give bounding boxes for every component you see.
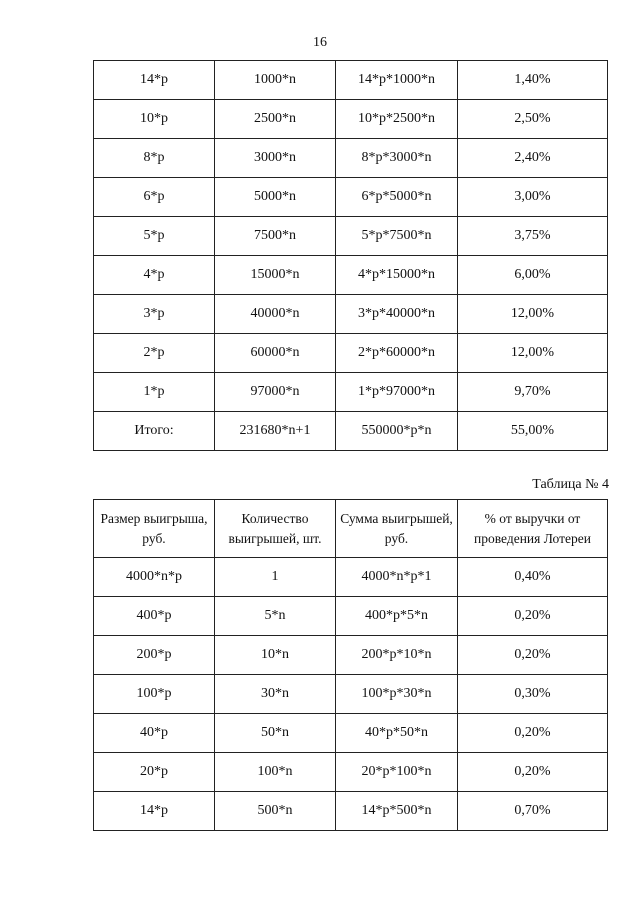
prize-sum-cell: 400*р*5*n [336, 597, 458, 636]
revenue-percent-cell: 12,00% [458, 295, 608, 334]
prize-size-cell: 14*р [94, 792, 215, 831]
column-header-prize-size: Размер выигрыша, руб. [94, 500, 215, 558]
prize-size-cell: 100*р [94, 675, 215, 714]
prize-sum-cell: 20*р*100*n [336, 753, 458, 792]
prize-size-cell: 3*р [94, 295, 215, 334]
table-header-row [94, 500, 608, 558]
total-percent-cell: 55,00% [458, 412, 608, 451]
table-row [94, 636, 608, 675]
prize-count-cell: 97000*n [215, 373, 336, 412]
prize-sum-cell: 2*р*60000*n [336, 334, 458, 373]
prize-size-cell: 6*р [94, 178, 215, 217]
revenue-percent-cell: 0,40% [458, 558, 608, 597]
revenue-percent-cell: 3,75% [458, 217, 608, 256]
table-row [94, 558, 608, 597]
total-label-cell: Итого: [94, 412, 215, 451]
revenue-percent-cell: 2,50% [458, 100, 608, 139]
prize-size-cell: 4*р [94, 256, 215, 295]
prize-table-continued [93, 60, 608, 451]
revenue-percent-cell: 2,40% [458, 139, 608, 178]
prize-sum-cell: 5*р*7500*n [336, 217, 458, 256]
total-sum-cell: 550000*р*n [336, 412, 458, 451]
table-caption: Таблица № 4 [532, 477, 609, 492]
prize-sum-cell: 40*р*50*n [336, 714, 458, 753]
revenue-percent-cell: 0,30% [458, 675, 608, 714]
prize-size-cell: 40*р [94, 714, 215, 753]
prize-count-cell: 30*n [215, 675, 336, 714]
prize-sum-cell: 14*р*1000*n [336, 61, 458, 100]
revenue-percent-cell: 1,40% [458, 61, 608, 100]
revenue-percent-cell: 9,70% [458, 373, 608, 412]
revenue-percent-cell: 0,20% [458, 753, 608, 792]
prize-sum-cell: 4000*n*р*1 [336, 558, 458, 597]
column-header-prize-count: Количество выигрышей, шт. [215, 500, 336, 558]
table-row [94, 675, 608, 714]
prize-sum-cell: 100*р*30*n [336, 675, 458, 714]
table-row [94, 178, 608, 217]
prize-count-cell: 3000*n [215, 139, 336, 178]
prize-count-cell: 7500*n [215, 217, 336, 256]
revenue-percent-cell: 3,00% [458, 178, 608, 217]
prize-sum-cell: 4*р*15000*n [336, 256, 458, 295]
total-count-cell: 231680*n+1 [215, 412, 336, 451]
table-row [94, 334, 608, 373]
table-row [94, 792, 608, 831]
prize-size-cell: 10*р [94, 100, 215, 139]
table-row [94, 217, 608, 256]
revenue-percent-cell: 0,70% [458, 792, 608, 831]
prize-size-cell: 5*р [94, 217, 215, 256]
prize-count-cell: 5000*n [215, 178, 336, 217]
prize-size-cell: 20*р [94, 753, 215, 792]
revenue-percent-cell: 6,00% [458, 256, 608, 295]
table-row [94, 597, 608, 636]
table-row [94, 714, 608, 753]
total-row [94, 412, 608, 451]
prize-sum-cell: 6*р*5000*n [336, 178, 458, 217]
prize-size-cell: 4000*n*р [94, 558, 215, 597]
table-row [94, 100, 608, 139]
revenue-percent-cell: 12,00% [458, 334, 608, 373]
revenue-percent-cell: 0,20% [458, 597, 608, 636]
prize-count-cell: 5*n [215, 597, 336, 636]
table-row [94, 295, 608, 334]
prize-sum-cell: 1*р*97000*n [336, 373, 458, 412]
prize-size-cell: 14*р [94, 61, 215, 100]
prize-sum-cell: 8*р*3000*n [336, 139, 458, 178]
prize-count-cell: 500*n [215, 792, 336, 831]
table-row [94, 373, 608, 412]
prize-sum-cell: 200*р*10*n [336, 636, 458, 675]
prize-count-cell: 40000*n [215, 295, 336, 334]
prize-count-cell: 1 [215, 558, 336, 597]
prize-count-cell: 2500*n [215, 100, 336, 139]
table-row [94, 753, 608, 792]
prize-sum-cell: 14*р*500*n [336, 792, 458, 831]
page-number: 16 [313, 35, 327, 50]
table-row [94, 61, 608, 100]
table-row [94, 139, 608, 178]
revenue-percent-cell: 0,20% [458, 714, 608, 753]
prize-size-cell: 2*р [94, 334, 215, 373]
prize-sum-cell: 3*р*40000*n [336, 295, 458, 334]
prize-count-cell: 15000*n [215, 256, 336, 295]
prize-count-cell: 1000*n [215, 61, 336, 100]
prize-size-cell: 1*р [94, 373, 215, 412]
prize-size-cell: 8*р [94, 139, 215, 178]
revenue-percent-cell: 0,20% [458, 636, 608, 675]
prize-size-cell: 400*р [94, 597, 215, 636]
column-header-prize-sum: Сумма выигрышей, руб. [336, 500, 458, 558]
column-header-revenue-percent: % от выручки от проведения Лотереи [458, 500, 608, 558]
prize-count-cell: 50*n [215, 714, 336, 753]
prize-count-cell: 100*n [215, 753, 336, 792]
prize-sum-cell: 10*р*2500*n [336, 100, 458, 139]
prize-count-cell: 10*n [215, 636, 336, 675]
prize-table-4 [93, 499, 608, 831]
prize-count-cell: 60000*n [215, 334, 336, 373]
table-row [94, 256, 608, 295]
prize-size-cell: 200*р [94, 636, 215, 675]
